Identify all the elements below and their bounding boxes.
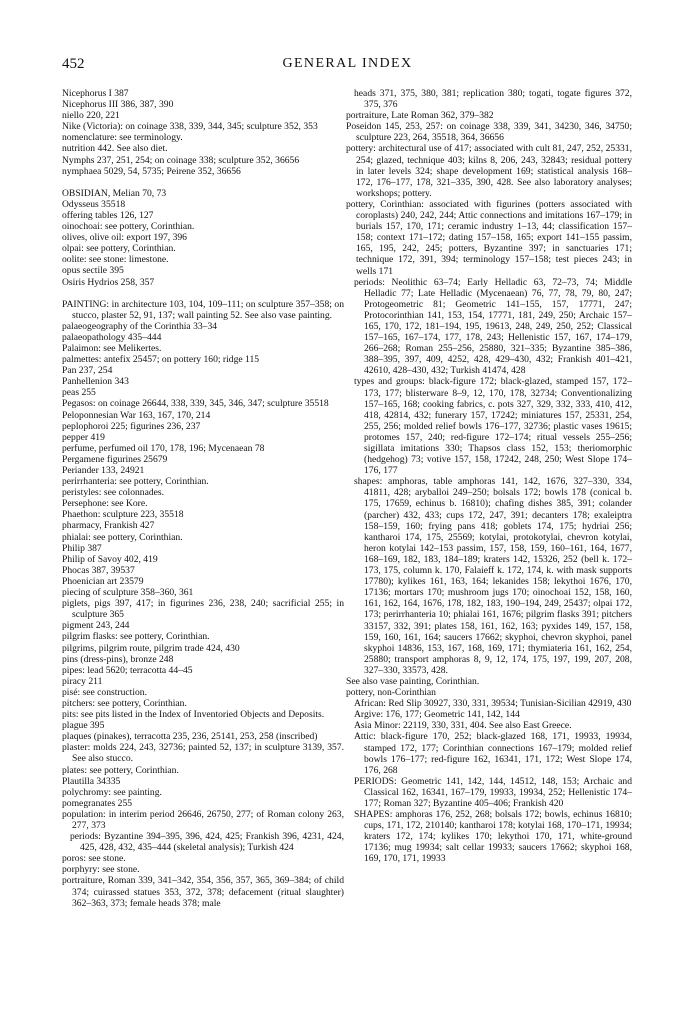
index-entry: pharmacy, Frankish 427 (62, 520, 155, 532)
index-subentry: Asia Minor: 22119, 330, 331, 404. See also East Greece. (354, 720, 572, 732)
index-entry: Philip 387 (62, 542, 102, 554)
index-entry: pepper 419 (62, 431, 105, 443)
index-entry: pisé: see construction. (62, 686, 147, 698)
index-entry: plates: see pottery, Corinthian. (62, 764, 179, 776)
index-entry: Nicephorus I 387 (62, 88, 129, 99)
index-entry: Panhellenion 343 (62, 376, 129, 388)
index-entry: peristyles: see colonnades. (62, 487, 165, 499)
index-entry: Pan 237, 254 (62, 365, 113, 377)
index-entry: pottery, Corinthian: associated with figurines (potters associated with coroplasts) 240, 242, 244; Attic connections and imitations 167–179; in burials 157, 170, 171; ceramic industry 1–13, 44; classification 157–158; context 171–172; dating 157–158, 165; export 141–155 passim, 165, 195, 242, 245; potters, Byzantine 397; in sanctuaries 171; technique 172, 391, 394; terminology 157–158; test pieces 243; in wells 171 (346, 198, 632, 277)
index-entry: palaeogeography of the Corinthia 33–34 (62, 320, 218, 332)
index-entry: pilgrim flasks: see pottery, Corinthian. (62, 631, 210, 643)
index-subentry: SHAPES: amphoras 176, 252, 268; bolsals 172; bowls, echinus 16810; cups, 171, 172, 210140; kantharoi 178; kotylai 168, 170–171, 19934; kraters 172, 174; kylikes 170; lekythoi 170, 171, white-ground 17136; mug 19934; salt cellar 19933; saucers 17662; skyphoi 168, 169, 170, 171, 19933 (354, 809, 632, 865)
section-gap (62, 177, 344, 188)
index-entry: portraiture, Roman 339, 341–342, 354, 356, 357, 365, 369–384; of child 374; cuirassed statues 353, 372, 378; defacement (ritual slaughter) 362–363, 373; female heads 378; male (62, 875, 344, 909)
index-entry: Pergamene figurines 25679 (62, 453, 168, 465)
index-entry: piecing of sculpture 358–360, 361 (62, 587, 194, 599)
index-entry: pottery, non-Corinthian (346, 687, 436, 699)
index-entry: piglets, pigs 397, 417; in figurines 236, 238, 240; sacrificial 255; in sculpture 365 (62, 598, 344, 621)
index-entry: Phocas 387, 39537 (62, 564, 135, 576)
index-entry: Nicephorus III 386, 387, 390 (62, 99, 174, 111)
index-entry: pottery: architectural use of 417; associated with cult 81, 247, 252, 25331, 254; glazed, technique 403; kilns 8, 206, 243, 32843; residual pottery in later levels 324; shape development 169; statistical analysis 168–172, 176–177, 178, 321–335, 390, 428. See also laboratory analyses; workshops; pottery. (346, 143, 632, 199)
index-entry: Odysseus 35518 (62, 198, 126, 210)
index-entry: Persephone: see Kore. (62, 498, 148, 510)
index-entry: See also vase painting, Corinthian. (346, 675, 480, 687)
index-entry: portraiture, Late Roman 362, 379–382 (346, 110, 494, 122)
index-entry: olives, olive oil: export 197, 396 (62, 232, 187, 244)
index-entry: nutrition 442. See also diet. (62, 143, 168, 155)
index-entry: perirrhanteria: see pottery, Corinthian. (62, 476, 209, 488)
index-entry: polychromy: see painting. (62, 786, 162, 798)
index-subentry: types and groups: black-figure 172; black-glazed, stamped 157, 172–173, 177; blisterware 8–9, 12, 170, 178, 32734; Conventionalizing 157–165, 168; cooking fabrics, c. pots 327, 329, 332, 333, 410, 412, 418, 42814, 432; funerary 157, 17242; miniatures 157, 25331, 254, 255, 256; molded relief bowls 176–177, 32736; plastic vases 19615; protomes 157, 240; red-figure 172–174; ritual vessels 255–256; sigillata imitations 330; Thapsos class 152, 153; theriomorphic (hedgehog) 73; votive 157, 158, 17242, 248, 250; West Slope 174–176, 177 (354, 376, 632, 477)
index-entry: pomegranates 255 (62, 797, 133, 809)
index-entry: pits: see pits listed in the Index of Inventoried Objects and Deposits. (62, 709, 325, 721)
index-entry: palaeopathology 435–444 (62, 331, 162, 343)
index-entry: nomenclature: see terminology. (62, 132, 183, 144)
index-entry: Periander 133, 24921 (62, 465, 145, 476)
index-entry: olpai: see pottery, Corinthian. (62, 243, 176, 255)
index-entry: Nike (Victoria): on coinage 338, 339, 344, 345; sculpture 352, 353 (62, 121, 318, 133)
index-entry: Peloponnesian War 163, 167, 170, 214 (62, 409, 211, 421)
index-subentry: African: Red Slip 30927, 330, 331, 39534; Tunisian-Sicilian 42919, 430 (354, 698, 632, 710)
index-subentry: Argive: 176, 177; Geometric 141, 142, 144 (354, 709, 520, 721)
index-entry: pipes: lead 5620; terracotta 44–45 (62, 664, 193, 676)
index-entry: perfume, perfumed oil 170, 178, 196; Mycenaean 78 (62, 442, 265, 454)
index-entry: Poseidon 145, 253, 257: on coinage 338, 339, 341, 34230, 346, 34750; sculpture 223, 264, 35518, 364, 36656 (346, 121, 632, 144)
running-head: GENERAL INDEX (282, 56, 413, 71)
index-entry: OBSIDIAN, Melian 70, 73 (62, 187, 167, 199)
index-entry: niello 220, 221 (62, 110, 120, 122)
index-column-left (62, 88, 344, 909)
index-entry: poros: see stone. (62, 853, 126, 865)
index-entry: phialai: see pottery, Corinthian. (62, 531, 183, 543)
index-subentry: PERIODS: Geometric 141, 142, 144, 14512, 148, 153; Archaic and Classical 162, 16341, 167–179, 19933, 19934, 252; Hellenistic 174–177; Roman 327; Byzantine 405–406; Frankish 420 (354, 775, 632, 809)
index-entry: oinochoai: see pottery, Corinthian. (62, 221, 195, 233)
index-subentry: periods: Byzantine 394–395, 396, 424, 425; Frankish 396, 4231, 424, 425, 428, 432, 435–444 (skeletal analysis); Turkish 424 (70, 831, 344, 854)
index-entry: population: in interim period 26646, 26750, 277; of Roman colony 263, 277, 373 (62, 808, 344, 831)
index-entry: plague 395 (62, 720, 105, 732)
index-subentry: heads 371, 375, 380, 381; replication 380; togati, togate figures 372, 375, 376 (354, 88, 632, 111)
index-entry: pigment 243, 244 (62, 620, 130, 632)
index-entry: Plautilla 34335 (62, 775, 121, 787)
index-entry: piracy 211 (62, 675, 103, 687)
index-entry: Philip of Savoy 402, 419 (62, 553, 158, 565)
index-subentry: periods: Neolithic 63–74; Early Helladic 63, 72–73, 74; Middle Helladic 77; Late Helladic (Mycenaean) 76, 77, 78, 79, 80, 247; Protogeometric 81; Geometric 141–155, 157, 17771, 247; Protocorinthian 141, 153, 154, 17771, 181, 249, 250; Archaic 157–165, 170, 172, 181–194, 195, 19613, 248, 249, 250, 252; Classical 157–165, 167–174, 177, 178, 243; Hellenistic 157, 167, 174–179, 266–268; Roman 255–256, 25880, 321–335; Byzantine 385–386, 388–395, 397, 409, 4252, 428, 429–430, 432; Frankish 401–421, 42610, 428–430, 432; Turkish 41474, 428 (354, 276, 632, 377)
index-entry: offering tables 126, 127 (62, 209, 154, 221)
index-entry: Palaimon: see Melikertes. (62, 342, 162, 354)
page-number: 452 (62, 56, 85, 72)
section-gap (62, 288, 344, 299)
index-entry: palmettes: antefix 25457; on pottery 160; ridge 115 (62, 354, 260, 366)
index-entry: oolite: see stone: limestone. (62, 254, 169, 266)
index-entry: pitchers: see pottery, Corinthian. (62, 697, 187, 709)
index-entry: opus sectile 395 (62, 265, 124, 277)
index-entry: Phaethon: sculpture 223, 35518 (62, 509, 184, 521)
index-entry: Osiris Hydrios 258, 357 (62, 276, 155, 288)
index-column-right (346, 88, 632, 865)
index-entry: plaster: molds 224, 243, 32736; painted 52, 137; in sculpture 3139, 357. See also stucco. (62, 742, 344, 765)
index-entry: plaques (pinakes), terracotta 235, 236, 25141, 253, 258 (inscribed) (62, 731, 318, 743)
index-entry: Pegasos: on coinage 26644, 338, 339, 345, 346, 347; sculpture 35518 (62, 398, 329, 410)
index-entry: peas 255 (62, 387, 96, 399)
index-subentry: shapes: amphoras, table amphoras 141, 142, 1676, 327–330, 334, 41811, 428; aryballoi 249–250; bolsals 172; bowls 178 (conical b. 175, 17659, echinus b. 16810); chafing dishes 385, 391; colander (parcher) 432, 433; cups 172, 247, 391; decanters 178; exaleiptra 158–159, 160; frying pans 418; goblets 174, 175; hydriai 256; kantharoi 174, 175, 25569; kotylai, protokotylai, chevron kotylai, heron kotylai 142–153 passim, 157, 158, 159, 160–161, 164, 1677, 168–169, 182, 183, 184–189; kraters 142, 15326, 252 (bell k. 172–173, 175, column k. 170, Falaieff k. 172, 174, k. with mask supports 17780); kylikes 161, 163, 164; lekanides 158; lekythoi 1676, 170, 17136; mortars 170; mushroom jugs 170; oinochoai 152, 158, 160, 161, 162, 164, 1676, 178, 182, 183, 190–194, 249, 25437; olpai 172, 173; perirrhanteria 10; phialai 161, 1676; pilgrim flasks 391; pitchers 33157, 332, 391; plates 158, 161, 162, 163; pyxides 149, 157, 158, 159, 160, 161, 164; saucers 17662; skyphoi, chevron skyphoi, panel skyphoi 14836, 153, 167, 168, 169, 171; thymiateria 161, 162, 254, 25880; transport amphoras 8, 9, 12, 174, 175, 197, 199, 207, 208, 327–330, 33573, 428. (354, 476, 632, 676)
index-entry: Phoenician art 23579 (62, 575, 144, 587)
index-entry: porphyry: see stone. (62, 864, 140, 876)
index-entry: pins (dress-pins), bronze 248 (62, 653, 174, 665)
index-entry: PAINTING: in architecture 103, 104, 109–111; on sculpture 357–358; on stucco, plaster 52, 91, 137; wall painting 52. See also vase painting. (62, 298, 344, 321)
index-entry: pilgrims, pilgrim route, pilgrim trade 424, 430 (62, 642, 240, 654)
index-entry: nymphaea 5029, 54, 5735; Peirene 352, 36656 (62, 165, 241, 177)
page-header (0, 56, 695, 74)
index-subentry: Attic: black-figure 170, 252; black-glazed 168, 171, 19933, 19934, stamped 172, 177; Corinthian connections 167–179; molded relief bowls 176–177; red-figure 162, 16341, 171, 172; West Slope 174, 176, 268 (354, 731, 632, 776)
index-entry: Nymphs 237, 251, 254; on coinage 338; sculpture 352, 36656 (62, 154, 300, 166)
index-entry: peplophoroi 225; figurines 236, 237 (62, 420, 201, 432)
